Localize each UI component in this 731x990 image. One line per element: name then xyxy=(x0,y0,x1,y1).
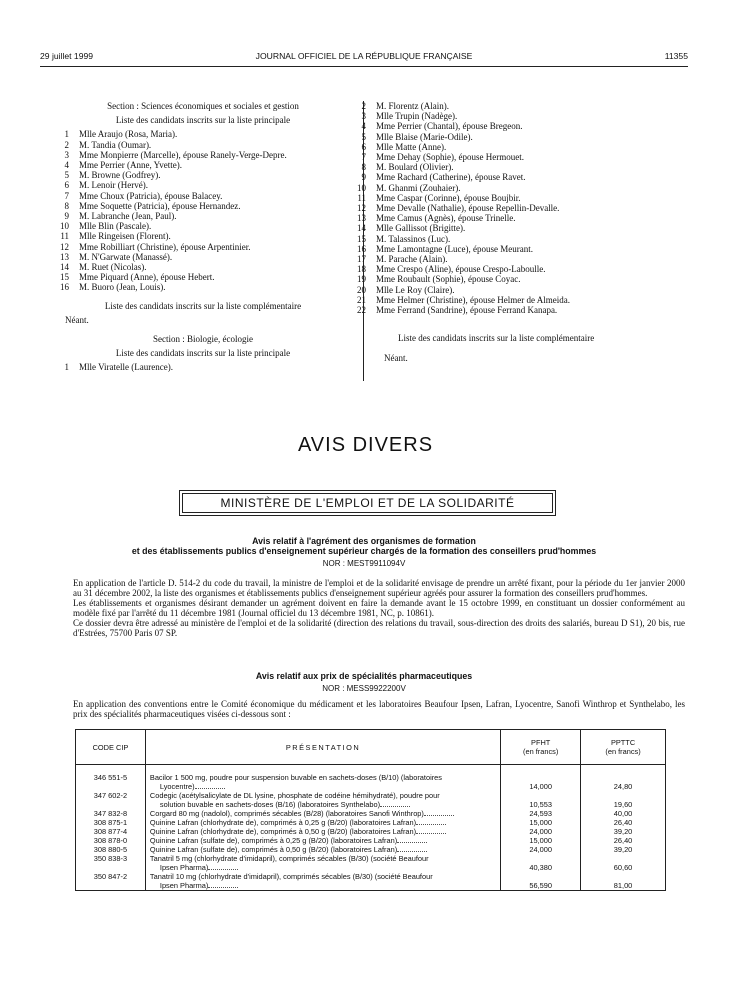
page-header xyxy=(40,51,688,65)
list-item-number: 2 xyxy=(361,101,366,111)
list-item-number: 8 xyxy=(64,200,69,211)
list-item-number: 6 xyxy=(361,141,366,152)
list-item xyxy=(361,152,670,163)
list-item xyxy=(60,231,353,242)
cell-pfht: 15,000 xyxy=(501,818,581,827)
list-item-number: 11 xyxy=(60,231,69,242)
list-item-number: 8 xyxy=(361,162,366,173)
list-item-number: 4 xyxy=(64,160,69,171)
list-item xyxy=(60,251,353,262)
list-item-text: Mme Caspar (Corinne), épouse Boujbir. xyxy=(376,192,521,203)
section-title-economie: Section : Sciences économiques et sociales et gestion xyxy=(107,101,299,111)
list-item-number: 21 xyxy=(357,294,366,305)
cell-presentation: Corgard 80 mg (nadolol), comprimés sécables (B/28) (laboratoires Sanofi Winthrop) xyxy=(145,809,500,818)
list-item-number: 6 xyxy=(64,180,69,191)
list-item-number: 10 xyxy=(357,182,366,193)
avis2-body xyxy=(73,699,685,719)
cell-presentation: Quinine Lafran (sulfate de), comprimés à 0,50 g (B/20) (laboratoires Lafran) xyxy=(145,845,500,854)
list-item-number: 19 xyxy=(357,274,366,285)
list-item xyxy=(60,282,353,293)
avis2-nor: NOR : MESS9922200V xyxy=(322,684,406,693)
table-row xyxy=(76,854,666,872)
list-item xyxy=(357,284,670,295)
table-row xyxy=(76,845,666,854)
header-presentation: PRÉSENTATION xyxy=(145,730,500,765)
list-item-number: 7 xyxy=(64,190,69,201)
list-item-number: 16 xyxy=(357,243,366,254)
list-item xyxy=(361,162,670,173)
list-item-number: 12 xyxy=(357,203,366,214)
list-item xyxy=(361,141,670,152)
cell-presentation: Quinine Lafran (chlorhydrate de), comprimés à 0,25 g (B/20) (laboratoires Lafran) xyxy=(145,818,500,827)
candidate-list-continued xyxy=(357,101,670,316)
list-item-text: Mme Devalle (Nathalie), épouse Repellin-Devalle. xyxy=(376,203,560,214)
list-item xyxy=(357,213,670,224)
list-item xyxy=(64,170,353,181)
list-item-text: Mme Crespo (Aline), épouse Crespo-Laboulle. xyxy=(376,264,546,275)
table-row xyxy=(76,773,666,791)
avis1-nor: NOR : MESТ9911094V xyxy=(322,559,406,568)
list-principal-heading-2: Liste des candidats inscrits sur la liste principale xyxy=(115,348,291,359)
cell-ppttc: 24,80 xyxy=(581,773,666,791)
avis-divers-heading: AVIS DIVERS xyxy=(297,434,434,456)
list-item xyxy=(361,111,670,122)
list-item xyxy=(64,129,353,140)
list-item xyxy=(64,180,353,191)
list-item-text: Mlle Trupin (Nadège). xyxy=(376,111,458,122)
list-item-text: M. Ghanmi (Zouhaier). xyxy=(376,182,461,193)
list-item-text: M. N'Garwate (Manassé). xyxy=(79,251,173,262)
cell-ppttc: 40,00 xyxy=(581,809,666,818)
list-item-number: 12 xyxy=(60,241,69,252)
list-complementaire-heading-right: Liste des candidats inscrits sur la liste complémentaire xyxy=(398,333,595,344)
cell-ppttc: 19,60 xyxy=(581,791,666,809)
list-item-number: 20 xyxy=(357,284,366,295)
list-item-text: M. Tandia (Oumar). xyxy=(79,139,152,150)
cell-pfht: 24,593 xyxy=(501,809,581,818)
cell-pfht: 15,000 xyxy=(501,836,581,845)
list-item-number: 18 xyxy=(357,264,366,275)
header-page-number: 11355 xyxy=(664,51,688,61)
list-item-number: 3 xyxy=(361,111,366,122)
cell-pfht: 14,000 xyxy=(501,773,581,791)
cell-pfht: 10,553 xyxy=(501,791,581,809)
header-ppttc: PPTTC (en francs) xyxy=(581,730,666,765)
cell-pfht: 24,000 xyxy=(501,827,581,836)
list-item xyxy=(357,182,670,193)
list-item-number: 4 xyxy=(361,121,366,132)
list-item-text: Mlle Blin (Pascale). xyxy=(79,221,152,232)
list-item xyxy=(357,254,670,265)
avis1-title-line1: Avis relatif à l'agrément des organismes de formation xyxy=(252,536,476,546)
cell-ppttc: 39,20 xyxy=(581,845,666,854)
list-item-text: Mlle Araujo (Rosa, Maria). xyxy=(79,129,178,140)
list-item-number: 5 xyxy=(361,131,366,142)
list-item-text: M. Buoro (Jean, Louis). xyxy=(79,282,166,293)
list-item-text: Mlle Gallissot (Brigitte). xyxy=(376,223,466,234)
left-column xyxy=(60,101,353,373)
list-item-text: M. Lenoir (Hervé). xyxy=(79,180,148,191)
cell-presentation: Tanatril 10 mg (chlorhydrate d'imidapril), comprimés sécables (B/30) (société Beaufour Ipsen Pharma) xyxy=(145,872,500,891)
list-item-number: 9 xyxy=(361,172,366,183)
list-item-text: Mlle Ringeisen (Florent). xyxy=(79,231,171,242)
list-item-number: 15 xyxy=(60,272,69,283)
list-item-number: 14 xyxy=(60,262,69,273)
list-item-text: Mme Rachard (Catherine), épouse Ravet. xyxy=(376,172,526,183)
list-item-text: M. Labranche (Jean, Paul). xyxy=(79,211,177,222)
list-item-text: Mlle Blaise (Marie-Odile). xyxy=(376,131,473,142)
cell-code-cip: 350 847-2 xyxy=(76,872,146,891)
avis1-paragraph-3: Ce dossier devra être adressé au ministère de l'emploi et de la solidarité (direction des relations du travail, sous-direction des droits des salariés, bureau D S1), 20 bis, rue d'Estrées, 75700 Paris 07 SP. xyxy=(73,618,685,638)
list-item-text: Mme Helmer (Christine), épouse Helmer de Almeida. xyxy=(376,294,570,305)
cell-code-cip: 308 875-1 xyxy=(76,818,146,827)
list-item-number: 3 xyxy=(64,149,69,160)
list-item xyxy=(357,203,670,214)
cell-code-cip: 308 878-0 xyxy=(76,836,146,845)
list-item-number: 9 xyxy=(64,211,69,222)
list-item-number: 10 xyxy=(60,221,69,232)
list-item xyxy=(357,233,670,244)
list-item xyxy=(60,272,353,283)
cell-ppttc: 81,00 xyxy=(581,872,666,891)
header-pfht: PFHT (en francs) xyxy=(501,730,581,765)
section-title-biologie: Section : Biologie, écologie xyxy=(153,334,253,345)
list-item xyxy=(60,262,353,273)
cell-presentation: Tanatril 5 mg (chlorhydrate d'imidapril), comprimés sécables (B/30) (société Beaufour Ipsen Pharma) xyxy=(145,854,500,872)
list-item-text: Mme Monpierre (Marcelle), épouse Ranely-Verge-Depre. xyxy=(79,149,287,160)
list-item-text: M. Parache (Alain). xyxy=(376,254,448,265)
list-item-text: Mlle Matte (Anne). xyxy=(376,141,447,152)
list-item-text: Mme Robilliart (Christine), épouse Arpentinier. xyxy=(79,241,251,252)
list-item xyxy=(361,131,670,142)
list-item-number: 11 xyxy=(357,192,366,203)
list-item-number: 2 xyxy=(64,139,69,150)
header-rule xyxy=(40,66,688,67)
list-item xyxy=(64,211,353,222)
cell-pfht: 24,000 xyxy=(501,845,581,854)
list-item-text: Mme Piquard (Anne), épouse Hebert. xyxy=(79,272,215,283)
header-date: 29 juillet 1999 xyxy=(40,51,94,61)
list-item-number: 15 xyxy=(357,233,366,244)
cell-code-cip: 346 551-5 xyxy=(76,773,146,791)
table-row xyxy=(76,836,666,845)
cell-code-cip: 347 832-8 xyxy=(76,809,146,818)
list-item xyxy=(357,243,670,254)
list-item xyxy=(357,274,670,285)
list-item-text: Mlle Le Roy (Claire). xyxy=(376,284,455,295)
avis1-paragraph-2: Les établissements et organismes désirant demander un agrément doivent en faire la demande avant le 15 octobre 1999, en constituant un dossier conformément au modèle fixé par l'arrêté du 11 décembre 1981 (Journal officiel du 13 décembre 1981, NC, p. 10861). xyxy=(73,598,685,618)
list-item-text: Mme Perrier (Anne, Yvette). xyxy=(79,160,182,171)
list-item-number: 17 xyxy=(357,254,366,265)
list-principal-heading: Liste des candidats inscrits sur la liste principale xyxy=(115,115,291,126)
candidate-list-economie xyxy=(60,129,353,293)
list-item xyxy=(357,294,670,305)
table-row xyxy=(76,791,666,809)
avis2-title: Avis relatif aux prix de spécialités pharmaceutiques xyxy=(255,671,473,681)
table-row xyxy=(76,872,666,891)
list-item-number: 7 xyxy=(361,152,366,163)
list-item-text: M. Florentz (Alain). xyxy=(376,101,449,111)
cell-pfht: 40,380 xyxy=(501,854,581,872)
list-item-number: 16 xyxy=(60,282,69,293)
list-item: 1 Mlle Viratelle (Laurence). xyxy=(64,362,173,373)
list-item xyxy=(60,221,353,232)
list-item xyxy=(357,305,670,316)
list-item xyxy=(361,121,670,132)
list-item-number: 14 xyxy=(357,223,366,234)
avis1-title-line2: et des établissements publics d'enseignement supérieur chargés de la formation des conseillers prud'hommes xyxy=(131,546,597,556)
table-row xyxy=(76,827,666,836)
list-item xyxy=(64,160,353,171)
cell-code-cip: 350 838-3 xyxy=(76,854,146,872)
avis1-paragraph-1: En application de l'article D. 514-2 du code du travail, la ministre de l'emploi et de la solidarité envisage de prendre un arrêté fixant, pour la période du 1er janvier 2000 au 31 décembre 2002, la liste des organismes et établissements publics d'enseignement supérieur agréés pour assurer la formation des conseillers prud'hommes. xyxy=(73,578,685,598)
cell-presentation: Quinine Lafran (chlorhydrate de), comprimés à 0,50 g (B/20) (laboratoires Lafran) xyxy=(145,827,500,836)
list-item-number: 5 xyxy=(64,170,69,181)
cell-pfht: 56,590 xyxy=(501,872,581,891)
cell-presentation: Codegic (acétylsalicylate de DL lysine, phosphate de codéine hémihydraté), poudre pour solution buvable en sachets-doses (B/16) (laboratoires Synthelabo) xyxy=(145,791,500,809)
list-item-text: M. Ruet (Nicolas). xyxy=(79,262,147,273)
cell-code-cip: 347 602-2 xyxy=(76,791,146,809)
header-journal: JOURNAL OFFICIEL DE LA RÉPUBLIQUE FRANÇAISE xyxy=(255,51,473,61)
list-item xyxy=(361,172,670,183)
avis2-paragraph-1: En application des conventions entre le Comité économique du médicament et les laboratoires Beaufour Ipsen, Lafran, Lyocentre, Sanofi Winthrop et Synthelabo, les prix des spécialités pharmaceutiques visées ci-dessous sont : xyxy=(73,699,685,719)
cell-code-cip: 308 877-4 xyxy=(76,827,146,836)
list-item xyxy=(357,192,670,203)
list-item-text: Mme Lamontagne (Luce), épouse Meurant. xyxy=(376,243,533,254)
list-item-text: Mme Perrier (Chantal), épouse Bregeon. xyxy=(376,121,523,132)
cell-code-cip: 308 880-5 xyxy=(76,845,146,854)
list-item xyxy=(64,139,353,150)
cell-ppttc: 26,40 xyxy=(581,818,666,827)
avis1-body xyxy=(73,578,685,638)
list-item-number: 13 xyxy=(357,213,366,224)
list-item xyxy=(64,149,353,160)
list-item xyxy=(357,264,670,275)
list-item-number: 13 xyxy=(60,251,69,262)
table-row xyxy=(76,809,666,818)
cell-presentation: Bacilor 1 500 mg, poudre pour suspension buvable en sachets-doses (B/10) (laboratoires Lyocentre) xyxy=(145,773,500,791)
cell-ppttc: 39,20 xyxy=(581,827,666,836)
list-item-text: Mme Choux (Patricia), épouse Balacey. xyxy=(79,190,223,201)
list-item xyxy=(64,190,353,201)
list-item-text: M. Talassinos (Luc). xyxy=(376,233,451,244)
cell-ppttc: 60,60 xyxy=(581,854,666,872)
list-item-number: 1 xyxy=(64,129,69,140)
cell-ppttc: 26,40 xyxy=(581,836,666,845)
list-item-text: Mme Soquette (Patricia), épouse Hernandez. xyxy=(79,200,241,211)
list-complementaire-heading: Liste des candidats inscrits sur la liste complémentaire xyxy=(104,300,302,311)
header-code-cip: CODE CIP xyxy=(76,730,146,765)
list-item xyxy=(60,241,353,252)
cell-presentation: Quinine Lafran (sulfate de), comprimés à 0,25 g (B/20) (laboratoires Lafran) xyxy=(145,836,500,845)
neant-text: Néant. xyxy=(65,314,89,325)
list-item-text: M. Boulard (Olivier). xyxy=(376,162,454,173)
neant-text-right: Néant. xyxy=(384,353,408,364)
list-item-text: Mme Dehay (Sophie), épouse Hermouet. xyxy=(376,152,524,163)
list-item xyxy=(361,101,670,111)
ministere-box: MINISTÈRE DE L'EMPLOI ET DE LA SOLIDARITÉ xyxy=(179,490,556,516)
price-table xyxy=(75,729,666,891)
list-item-text: M. Browne (Godfrey). xyxy=(79,170,161,181)
list-item-text: Mme Camus (Agnès), épouse Trinelle. xyxy=(376,213,516,224)
list-item xyxy=(64,200,353,211)
list-item-text: Mme Ferrand (Sandrine), épouse Ferrand Kanapa. xyxy=(376,305,558,316)
list-item xyxy=(357,223,670,234)
list-item-text: Mme Roubault (Sophie), épouse Coyac. xyxy=(376,274,521,285)
table-row xyxy=(76,818,666,827)
list-item-number: 22 xyxy=(357,305,366,316)
right-column xyxy=(357,101,670,364)
